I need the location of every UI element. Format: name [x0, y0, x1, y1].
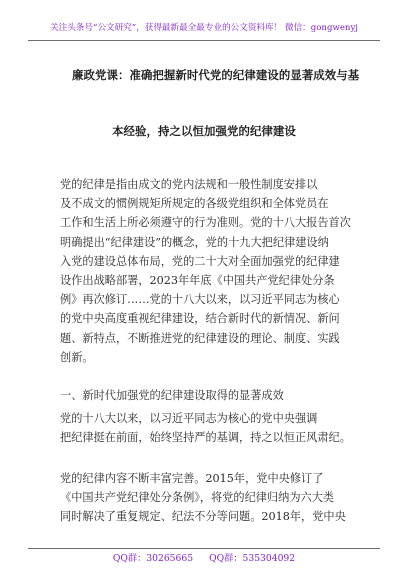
footer-qq-group-1: QQ群：30265665 — [112, 553, 194, 564]
paragraph-line: 同时解决了重复规定、纪法不分等问题。2018年，党中央 — [60, 510, 346, 524]
footer — [28, 552, 380, 566]
paragraph-line: 《中国共产党纪律处分条例》，将党的纪律归纳为六大类 — [60, 491, 335, 505]
paragraph-line: 题、新特点，不断推进党的纪律建设的理论、制度、实践 — [60, 331, 340, 345]
header-banner: 关注头条号“公文研究”，获得最新最全最专业的公文资料库！ 微信：gongwenyj — [50, 23, 358, 33]
paragraph-1 — [60, 175, 360, 367]
paragraph-line: 创新。 — [60, 350, 94, 364]
paragraph-3 — [60, 469, 360, 527]
footer-divider — [28, 548, 380, 549]
paragraph-line: 的党中央高度重视纪律建设，结合新时代的新情况、新问 — [60, 312, 340, 326]
paragraph-line: 党的十八大以来，以习近平同志为核心的党中央强调 — [60, 412, 318, 425]
paragraph-line: 设作出战略部署，2023年年底《中国共产党纪律处分条 — [60, 273, 335, 287]
paragraph-line: 把纪律挺在前面，始终坚持严的基调，持之以恒正风肃纪。 — [60, 431, 351, 445]
footer-qq-group-2: QQ群：535304092 — [209, 553, 296, 564]
paragraph-line: 工作和生活上所必须遵守的行为准则。党的十八大报告首次 — [60, 216, 351, 230]
document-title-line-2: 本经验，持之以恒加强党的纪律建设 — [112, 124, 296, 138]
document-title-line-1: 廉政党课：准确把握新时代党的纪律建设的显著成效与基 — [72, 68, 360, 82]
paragraph-line: 例》再次修订……党的十八大以来，以习近平同志为核心 — [60, 293, 340, 307]
paragraph-line: 入党的建设总体布局，党的二十大对全面加强党的纪律建 — [60, 254, 340, 268]
paragraph-line: 及不成文的惯例规矩所规定的各级党组织和全体党员在 — [60, 197, 329, 211]
paragraph-line: 党的纪律是指由成文的党内法规和一般性制度安排以 — [60, 178, 318, 191]
paragraph-line: 党的纪律内容不断丰富完善。2015年，党中央修订了 — [60, 472, 324, 485]
header-divider — [28, 40, 380, 41]
paragraph-2 — [60, 409, 360, 447]
section-heading-1: 一、新时代加强党的纪律建设取得的显著成效 — [60, 389, 284, 402]
paragraph-line: 明确提出“纪律建设”的概念，党的十九大把纪律建设纳 — [60, 235, 329, 249]
